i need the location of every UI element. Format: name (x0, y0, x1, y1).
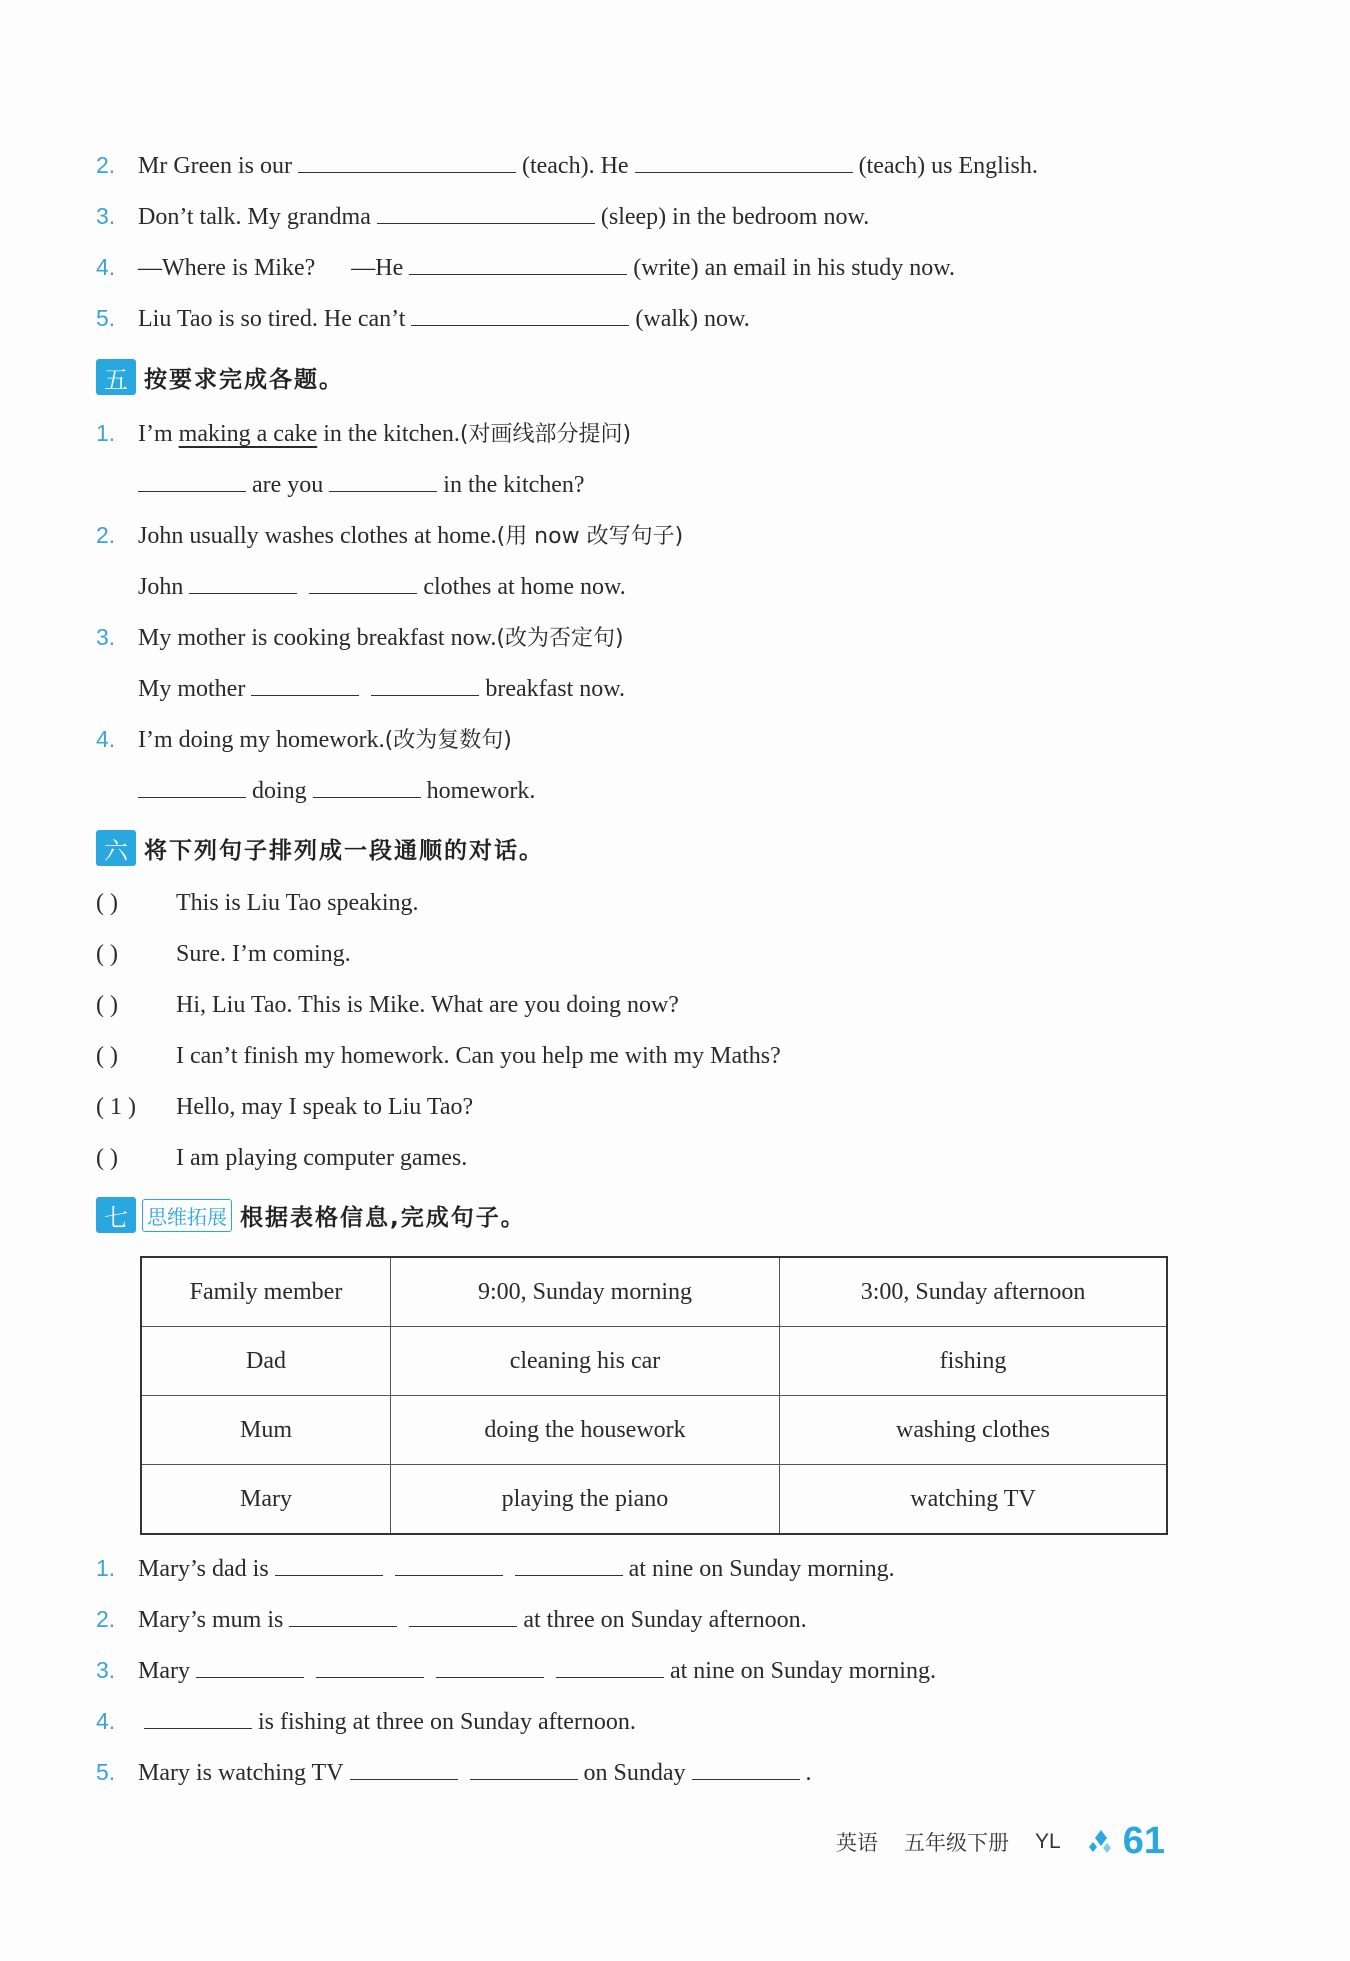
p5-q2: 2. John usually washes clothes at home.(用 now 改写句子) (96, 522, 684, 549)
answer-blank[interactable] (309, 571, 417, 594)
p7-q2: 2. Mary’s mum is at three on Sunday afternoon. (96, 1606, 807, 1633)
p5-q4-answer: doing homework. (132, 775, 535, 806)
answer-blank[interactable] (189, 571, 297, 594)
answer-blank[interactable] (289, 1604, 397, 1627)
answer-blank[interactable] (411, 303, 629, 326)
order-box[interactable]: ( ) (96, 1043, 118, 1069)
section-badge: 七 (96, 1197, 136, 1233)
answer-blank[interactable] (515, 1553, 623, 1576)
p5-q2-answer: John clothes at home now. (138, 571, 626, 602)
section-6-header (96, 828, 544, 868)
answer-blank[interactable] (196, 1655, 304, 1678)
table-row: Mum doing the housework washing clothes (141, 1396, 1167, 1465)
answer-blank[interactable] (138, 469, 246, 492)
table-row: Mary playing the piano watching TV (141, 1465, 1167, 1535)
order-box[interactable]: ( ) (96, 890, 118, 916)
p7-q3: 3. Mary at nine on Sunday morning. (96, 1657, 936, 1684)
section-badge: 五 (96, 359, 136, 395)
diamond-ornament-icon (1087, 1828, 1115, 1856)
table-row: Dad cleaning his car fishing (141, 1327, 1167, 1396)
page-footer (836, 1820, 1165, 1863)
section-title: 将下列句子排列成一段通顺的对话。 (144, 837, 544, 864)
section-7-header (96, 1195, 526, 1235)
answer-blank[interactable] (395, 1553, 503, 1576)
answer-blank[interactable] (313, 775, 421, 798)
answer-blank[interactable] (329, 469, 437, 492)
answer-blank[interactable] (692, 1757, 800, 1780)
order-box[interactable]: ( ) (96, 941, 118, 967)
p6-item: ( ) I can’t finish my homework. Can you help me with my Maths? (96, 1043, 781, 1069)
info-table (140, 1256, 1168, 1535)
p5-q1: 1. I’m making a cake in the kitchen.(对画线部分提问) (96, 420, 632, 447)
section-title: 按要求完成各题。 (144, 366, 344, 393)
answer-blank[interactable] (316, 1655, 424, 1678)
p6-item: ( ) Sure. I’m coming. (96, 941, 351, 967)
p5-q3-answer: My mother breakfast now. (138, 673, 625, 704)
answer-blank[interactable] (436, 1655, 544, 1678)
answer-blank[interactable] (470, 1757, 578, 1780)
p7-q4: 4. is fishing at three on Sunday afternoon. (96, 1708, 636, 1735)
answer-blank[interactable] (409, 252, 627, 275)
p4-q2: 2. Mr Green is our (teach). He (teach) us English. (96, 152, 1038, 179)
answer-blank[interactable] (275, 1553, 383, 1576)
section-tag: 思维拓展 (142, 1199, 232, 1232)
p4-q5: 5. Liu Tao is so tired. He can’t (walk) now. (96, 305, 750, 332)
p6-item: ( ) I am playing computer games. (96, 1145, 468, 1171)
answer-blank[interactable] (409, 1604, 517, 1627)
answer-blank[interactable] (298, 150, 516, 173)
footer-code: YL (1035, 1829, 1061, 1853)
answer-blank[interactable] (556, 1655, 664, 1678)
p6-item: ( ) Hi, Liu Tao. This is Mike. What are you doing now? (96, 992, 679, 1018)
p7-q1: 1. Mary’s dad is at nine on Sunday morning. (96, 1555, 895, 1582)
order-box[interactable]: ( ) (96, 992, 118, 1018)
p5-q1-answer: are you in the kitchen? (132, 469, 585, 500)
answer-blank[interactable] (371, 673, 479, 696)
table-header-row: Family member 9:00, Sunday morning 3:00, Sunday afternoon (141, 1257, 1167, 1327)
p7-q5: 5. Mary is watching TV on Sunday . (96, 1759, 812, 1786)
answer-blank[interactable] (138, 775, 246, 798)
section-badge: 六 (96, 830, 136, 866)
p5-q3: 3. My mother is cooking breakfast now.(改为否定句) (96, 624, 624, 651)
p4-q4: 4. —Where is Mike? —He (write) an email in his study now. (96, 254, 955, 281)
p6-item: ( ) This is Liu Tao speaking. (96, 890, 419, 916)
answer-blank[interactable] (144, 1706, 252, 1729)
p5-q4: 4. I’m doing my homework.(改为复数句) (96, 726, 512, 753)
footer-grade: 五年级下册 (904, 1830, 1009, 1855)
page-number: 61 (1122, 1820, 1165, 1862)
p4-q3: 3. Don’t talk. My grandma (sleep) in the bedroom now. (96, 203, 870, 230)
answer-blank[interactable] (350, 1757, 458, 1780)
footer-subject: 英语 (836, 1830, 878, 1855)
p6-item: ( 1 ) Hello, may I speak to Liu Tao? (96, 1094, 474, 1120)
section-5-header (96, 357, 344, 397)
order-box[interactable]: ( 1 ) (96, 1094, 136, 1120)
answer-blank[interactable] (377, 201, 595, 224)
section-title: 根据表格信息,完成句子。 (240, 1204, 526, 1231)
answer-blank[interactable] (251, 673, 359, 696)
order-box[interactable]: ( ) (96, 1145, 118, 1171)
question-number: 2. (96, 152, 116, 178)
underlined-phrase: making a cake (178, 421, 318, 447)
answer-blank[interactable] (635, 150, 853, 173)
